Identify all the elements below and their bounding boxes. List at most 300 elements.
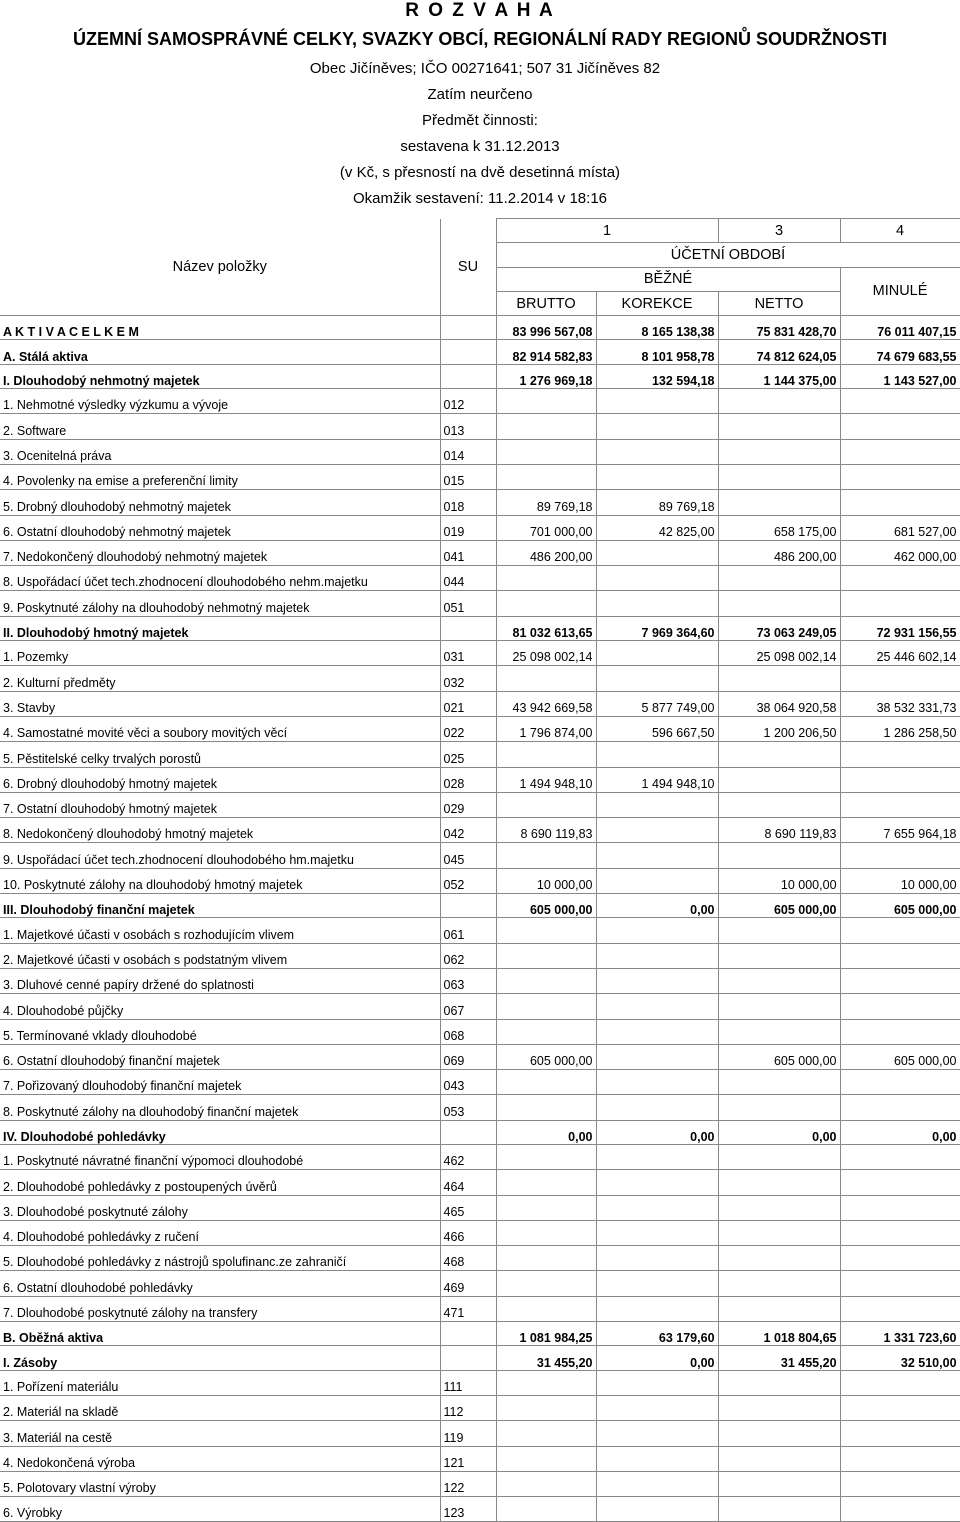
row-netto: 38 064 920,58: [718, 691, 840, 716]
row-minule: [840, 666, 960, 691]
table-row: [0, 1120, 960, 1144]
row-label: 1. Poskytnuté návratné finanční výpomoci dlouhodobé: [0, 1144, 440, 1169]
table-row: [0, 1471, 960, 1496]
row-minule: [840, 792, 960, 817]
row-minule: [840, 389, 960, 414]
row-label: 5. Dlouhodobé pohledávky z nástrojů spolufinanc.ze zahraničí: [0, 1246, 440, 1271]
row-brutto: [496, 1095, 596, 1120]
table-row: [0, 490, 960, 515]
row-netto: [718, 439, 840, 464]
row-brutto: 605 000,00: [496, 894, 596, 918]
row-netto: [718, 1395, 840, 1420]
row-label: 5. Pěstitelské celky trvalých porostů: [0, 742, 440, 767]
row-brutto: 1 796 874,00: [496, 716, 596, 741]
row-brutto: [496, 1296, 596, 1321]
row-su: [440, 1322, 496, 1346]
row-su: 119: [440, 1421, 496, 1446]
row-netto: [718, 1220, 840, 1245]
row-netto: [718, 1246, 840, 1271]
row-minule: 605 000,00: [840, 894, 960, 918]
table-row: [0, 1497, 960, 1522]
report-subtitle: ÚZEMNÍ SAMOSPRÁVNÉ CELKY, SVAZKY OBCÍ, REGIONÁLNÍ RADY REGIONŮ SOUDRŽNOSTI: [72, 29, 888, 49]
row-minule: [840, 1170, 960, 1195]
row-korekce: [596, 918, 718, 943]
row-su: 041: [440, 540, 496, 565]
table-row: [0, 1421, 960, 1446]
row-minule: [840, 1144, 960, 1169]
row-su: [440, 616, 496, 640]
row-minule: [840, 742, 960, 767]
row-netto: [718, 666, 840, 691]
row-su: 044: [440, 566, 496, 591]
row-label: 8. Uspořádací účet tech.zhodnocení dlouhodobého nehm.majetku: [0, 566, 440, 591]
row-brutto: 605 000,00: [496, 1044, 596, 1069]
row-brutto: [496, 666, 596, 691]
row-label: 6. Výrobky: [0, 1497, 440, 1522]
row-brutto: [496, 1144, 596, 1169]
row-netto: 1 200 206,50: [718, 716, 840, 741]
row-brutto: [496, 389, 596, 414]
row-korekce: 7 969 364,60: [596, 616, 718, 640]
row-su: 021: [440, 691, 496, 716]
row-label: 2. Kulturní předměty: [0, 666, 440, 691]
row-minule: [840, 1271, 960, 1296]
row-su: 029: [440, 792, 496, 817]
row-minule: [840, 566, 960, 591]
row-label: 3. Materiál na cestě: [0, 1421, 440, 1446]
row-netto: 1 144 375,00: [718, 364, 840, 388]
row-su: 028: [440, 767, 496, 792]
row-netto: [718, 1170, 840, 1195]
row-brutto: [496, 742, 596, 767]
row-korekce: [596, 1220, 718, 1245]
row-su: [440, 364, 496, 388]
row-netto: [718, 414, 840, 439]
row-korekce: [596, 1095, 718, 1120]
row-korekce: [596, 868, 718, 893]
row-label: 6. Drobný dlouhodobý hmotný majetek: [0, 767, 440, 792]
row-label: 3. Dlouhodobé poskytnuté zálohy: [0, 1195, 440, 1220]
row-su: 031: [440, 641, 496, 666]
table-row: [0, 918, 960, 943]
row-label: 4. Nedokončená výroba: [0, 1446, 440, 1471]
row-netto: 25 098 002,14: [718, 641, 840, 666]
row-korekce: [596, 464, 718, 489]
row-su: [440, 1346, 496, 1370]
row-netto: [718, 943, 840, 968]
table-row: [0, 1070, 960, 1095]
balance-table: [0, 218, 960, 1522]
row-korekce: [596, 1471, 718, 1496]
row-label: 1. Majetkové účasti v osobách s rozhodujícím vlivem: [0, 918, 440, 943]
row-minule: [840, 414, 960, 439]
row-brutto: 1 494 948,10: [496, 767, 596, 792]
table-row: [0, 742, 960, 767]
row-korekce: [596, 540, 718, 565]
row-minule: [840, 439, 960, 464]
table-row: [0, 868, 960, 893]
row-netto: 0,00: [718, 1120, 840, 1144]
row-label: 5. Drobný dlouhodobý nehmotný majetek: [0, 490, 440, 515]
row-korekce: [596, 1271, 718, 1296]
entity-line: Obec Jičíněves; IČO 00271641; 507 31 Jičíněves 82: [309, 60, 661, 77]
row-label: 8. Poskytnuté zálohy na dlouhodobý finanční majetek: [0, 1095, 440, 1120]
row-korekce: [596, 818, 718, 843]
row-korekce: [596, 1019, 718, 1044]
row-label: 3. Dluhové cenné papíry držené do splatnosti: [0, 968, 440, 993]
row-korekce: 132 594,18: [596, 364, 718, 388]
row-netto: [718, 1497, 840, 1522]
row-su: 019: [440, 515, 496, 540]
row-brutto: 1 081 984,25: [496, 1322, 596, 1346]
row-brutto: [496, 1370, 596, 1395]
row-su: 063: [440, 968, 496, 993]
row-brutto: [496, 414, 596, 439]
row-label: 7. Dlouhodobé poskytnuté zálohy na transfery: [0, 1296, 440, 1321]
row-su: 052: [440, 868, 496, 893]
row-minule: [840, 767, 960, 792]
row-brutto: [496, 1019, 596, 1044]
report-header: [0, 0, 960, 212]
row-brutto: 10 000,00: [496, 868, 596, 893]
row-minule: 76 011 407,15: [840, 316, 960, 340]
row-su: 465: [440, 1195, 496, 1220]
row-brutto: [496, 1497, 596, 1522]
row-netto: [718, 1019, 840, 1044]
row-brutto: [496, 1195, 596, 1220]
row-netto: 1 018 804,65: [718, 1322, 840, 1346]
row-minule: [840, 1497, 960, 1522]
row-label: 9. Uspořádací účet tech.zhodnocení dlouhodobého hm.majetku: [0, 843, 440, 868]
row-brutto: [496, 591, 596, 616]
row-netto: [718, 591, 840, 616]
row-su: 053: [440, 1095, 496, 1120]
table-row: [0, 843, 960, 868]
row-label: 1. Pozemky: [0, 641, 440, 666]
table-row: [0, 591, 960, 616]
table-row: [0, 1271, 960, 1296]
row-korekce: 0,00: [596, 1120, 718, 1144]
row-su: 067: [440, 994, 496, 1019]
row-brutto: [496, 918, 596, 943]
row-label: II. Dlouhodobý hmotný majetek: [0, 616, 440, 640]
row-minule: [840, 1471, 960, 1496]
row-minule: [840, 1070, 960, 1095]
col-name-header: Název položky: [0, 219, 440, 316]
row-minule: [840, 1421, 960, 1446]
row-netto: 605 000,00: [718, 1044, 840, 1069]
table-row: [0, 894, 960, 918]
row-label: III. Dlouhodobý finanční majetek: [0, 894, 440, 918]
table-row: [0, 1220, 960, 1245]
row-korekce: [596, 1497, 718, 1522]
row-su: 025: [440, 742, 496, 767]
table-row: [0, 464, 960, 489]
table-row: [0, 1170, 960, 1195]
table-row: [0, 691, 960, 716]
row-korekce: 42 825,00: [596, 515, 718, 540]
table-row: [0, 1019, 960, 1044]
row-netto: 73 063 249,05: [718, 616, 840, 640]
row-brutto: 83 996 567,08: [496, 316, 596, 340]
row-brutto: [496, 843, 596, 868]
row-brutto: [496, 1220, 596, 1245]
row-brutto: 43 942 669,58: [496, 691, 596, 716]
row-brutto: 486 200,00: [496, 540, 596, 565]
row-korekce: 8 165 138,38: [596, 316, 718, 340]
row-minule: [840, 968, 960, 993]
row-korekce: [596, 1421, 718, 1446]
row-netto: [718, 968, 840, 993]
table-row: [0, 515, 960, 540]
row-brutto: [496, 1471, 596, 1496]
table-row: [0, 1346, 960, 1370]
row-label: 10. Poskytnuté zálohy na dlouhodobý hmotný majetek: [0, 868, 440, 893]
row-brutto: [496, 1421, 596, 1446]
row-korekce: [596, 1446, 718, 1471]
row-brutto: 81 032 613,65: [496, 616, 596, 640]
row-su: 042: [440, 818, 496, 843]
row-su: [440, 340, 496, 364]
row-korekce: 596 667,50: [596, 716, 718, 741]
table-head: [0, 219, 960, 316]
row-netto: [718, 1070, 840, 1095]
table-row: [0, 439, 960, 464]
row-label: 2. Software: [0, 414, 440, 439]
row-korekce: [596, 1044, 718, 1069]
row-minule: [840, 1446, 960, 1471]
row-netto: 8 690 119,83: [718, 818, 840, 843]
header-line-5: (v Kč, s přesností na dvě desetinná místa): [339, 164, 621, 181]
row-netto: [718, 389, 840, 414]
table-row: [0, 1095, 960, 1120]
row-korekce: [596, 968, 718, 993]
col-previous: MINULÉ: [840, 267, 960, 316]
row-minule: 25 446 602,14: [840, 641, 960, 666]
row-brutto: 25 098 002,14: [496, 641, 596, 666]
col-num-1: 1: [496, 219, 718, 243]
row-su: 018: [440, 490, 496, 515]
col-current: BĚŽNÉ: [496, 267, 840, 291]
row-su: 015: [440, 464, 496, 489]
row-netto: [718, 1195, 840, 1220]
row-label: A. Stálá aktiva: [0, 340, 440, 364]
row-brutto: [496, 1246, 596, 1271]
row-minule: 10 000,00: [840, 868, 960, 893]
table-row: [0, 1446, 960, 1471]
row-label: A K T I V A C E L K E M: [0, 316, 440, 340]
row-label: 7. Pořizovaný dlouhodobý finanční majetek: [0, 1070, 440, 1095]
row-su: 469: [440, 1271, 496, 1296]
row-korekce: 0,00: [596, 1346, 718, 1370]
row-su: 061: [440, 918, 496, 943]
row-su: 121: [440, 1446, 496, 1471]
table-row: [0, 1246, 960, 1271]
row-netto: 31 455,20: [718, 1346, 840, 1370]
row-korekce: [596, 566, 718, 591]
row-label: 4. Dlouhodobé pohledávky z ručení: [0, 1220, 440, 1245]
row-brutto: 0,00: [496, 1120, 596, 1144]
row-korekce: [596, 591, 718, 616]
row-su: [440, 1120, 496, 1144]
row-su: [440, 894, 496, 918]
row-su: 051: [440, 591, 496, 616]
row-su: 112: [440, 1395, 496, 1420]
row-brutto: [496, 1271, 596, 1296]
row-korekce: [596, 792, 718, 817]
row-netto: [718, 767, 840, 792]
row-label: 9. Poskytnuté zálohy na dlouhodobý nehmotný majetek: [0, 591, 440, 616]
row-netto: [718, 1271, 840, 1296]
row-label: I. Zásoby: [0, 1346, 440, 1370]
row-netto: [718, 792, 840, 817]
row-korekce: [596, 1246, 718, 1271]
row-korekce: [596, 742, 718, 767]
row-label: 8. Nedokončený dlouhodobý hmotný majetek: [0, 818, 440, 843]
report-title: R O Z V A H A: [405, 0, 555, 21]
row-netto: 10 000,00: [718, 868, 840, 893]
table-row: [0, 1322, 960, 1346]
row-su: 043: [440, 1070, 496, 1095]
header-line-3: Předmět činnosti:: [422, 112, 538, 129]
row-brutto: 1 276 969,18: [496, 364, 596, 388]
row-netto: [718, 994, 840, 1019]
row-label: 2. Majetkové účasti v osobách s podstatným vlivem: [0, 943, 440, 968]
row-netto: [718, 1446, 840, 1471]
row-su: 466: [440, 1220, 496, 1245]
row-minule: [840, 943, 960, 968]
row-korekce: [596, 1195, 718, 1220]
row-minule: 1 331 723,60: [840, 1322, 960, 1346]
row-minule: 7 655 964,18: [840, 818, 960, 843]
row-su: 111: [440, 1370, 496, 1395]
row-su: 122: [440, 1471, 496, 1496]
col-num-3: 3: [718, 219, 840, 243]
row-korekce: [596, 641, 718, 666]
table-row: [0, 666, 960, 691]
row-label: 3. Ocenitelná práva: [0, 439, 440, 464]
col-period: ÚČETNÍ OBDOBÍ: [496, 243, 960, 267]
row-label: IV. Dlouhodobé pohledávky: [0, 1120, 440, 1144]
row-minule: 1 143 527,00: [840, 364, 960, 388]
row-label: 4. Dlouhodobé půjčky: [0, 994, 440, 1019]
row-korekce: 5 877 749,00: [596, 691, 718, 716]
row-korekce: [596, 414, 718, 439]
table-row: [0, 540, 960, 565]
table-row: [0, 1395, 960, 1420]
row-label: 5. Polotovary vlastní výroby: [0, 1471, 440, 1496]
row-minule: 605 000,00: [840, 1044, 960, 1069]
row-su: 468: [440, 1246, 496, 1271]
row-su: 032: [440, 666, 496, 691]
row-brutto: [496, 1395, 596, 1420]
col-korekce: KOREKCE: [596, 291, 718, 315]
row-netto: [718, 918, 840, 943]
row-netto: [718, 464, 840, 489]
row-minule: 32 510,00: [840, 1346, 960, 1370]
row-minule: [840, 1095, 960, 1120]
row-minule: [840, 918, 960, 943]
row-korekce: [596, 439, 718, 464]
row-netto: 74 812 624,05: [718, 340, 840, 364]
row-minule: [840, 591, 960, 616]
row-brutto: 31 455,20: [496, 1346, 596, 1370]
row-korekce: [596, 666, 718, 691]
row-su: 123: [440, 1497, 496, 1522]
row-minule: 72 931 156,55: [840, 616, 960, 640]
row-netto: [718, 490, 840, 515]
table-row: [0, 641, 960, 666]
col-su-header: SU: [440, 219, 496, 316]
row-brutto: [496, 792, 596, 817]
row-minule: [840, 843, 960, 868]
row-brutto: 89 769,18: [496, 490, 596, 515]
row-brutto: [496, 1170, 596, 1195]
table-row: [0, 1044, 960, 1069]
row-korekce: [596, 1070, 718, 1095]
row-label: 7. Nedokončený dlouhodobý nehmotný majetek: [0, 540, 440, 565]
row-netto: 658 175,00: [718, 515, 840, 540]
row-brutto: [496, 994, 596, 1019]
row-brutto: [496, 439, 596, 464]
row-label: 5. Termínované vklady dlouhodobé: [0, 1019, 440, 1044]
row-minule: 0,00: [840, 1120, 960, 1144]
row-minule: [840, 1246, 960, 1271]
table-row: [0, 414, 960, 439]
col-brutto: BRUTTO: [496, 291, 596, 315]
table-row: [0, 1195, 960, 1220]
row-label: I. Dlouhodobý nehmotný majetek: [0, 364, 440, 388]
row-su: [440, 316, 496, 340]
row-minule: 38 532 331,73: [840, 691, 960, 716]
row-korekce: [596, 1170, 718, 1195]
row-brutto: [496, 566, 596, 591]
row-brutto: [496, 968, 596, 993]
row-su: 014: [440, 439, 496, 464]
table-row: [0, 1370, 960, 1395]
row-korekce: 0,00: [596, 894, 718, 918]
row-label: 6. Ostatní dlouhodobý finanční majetek: [0, 1044, 440, 1069]
table-row: [0, 364, 960, 388]
row-label: 3. Stavby: [0, 691, 440, 716]
row-su: 069: [440, 1044, 496, 1069]
row-su: 013: [440, 414, 496, 439]
row-netto: [718, 1421, 840, 1446]
row-korekce: [596, 1296, 718, 1321]
row-netto: [718, 843, 840, 868]
row-korekce: [596, 1144, 718, 1169]
row-minule: [840, 1370, 960, 1395]
row-korekce: [596, 1395, 718, 1420]
row-korekce: 1 494 948,10: [596, 767, 718, 792]
row-minule: 74 679 683,55: [840, 340, 960, 364]
row-label: 4. Povolenky na emise a preferenční limity: [0, 464, 440, 489]
row-brutto: [496, 464, 596, 489]
row-korekce: [596, 389, 718, 414]
row-minule: [840, 490, 960, 515]
row-netto: [718, 1144, 840, 1169]
row-korekce: [596, 943, 718, 968]
row-minule: [840, 1195, 960, 1220]
table-row: [0, 943, 960, 968]
row-minule: [840, 994, 960, 1019]
row-korekce: 63 179,60: [596, 1322, 718, 1346]
table-row: [0, 566, 960, 591]
row-label: 1. Nehmotné výsledky výzkumu a vývoje: [0, 389, 440, 414]
row-korekce: [596, 994, 718, 1019]
row-su: 068: [440, 1019, 496, 1044]
row-netto: [718, 1471, 840, 1496]
